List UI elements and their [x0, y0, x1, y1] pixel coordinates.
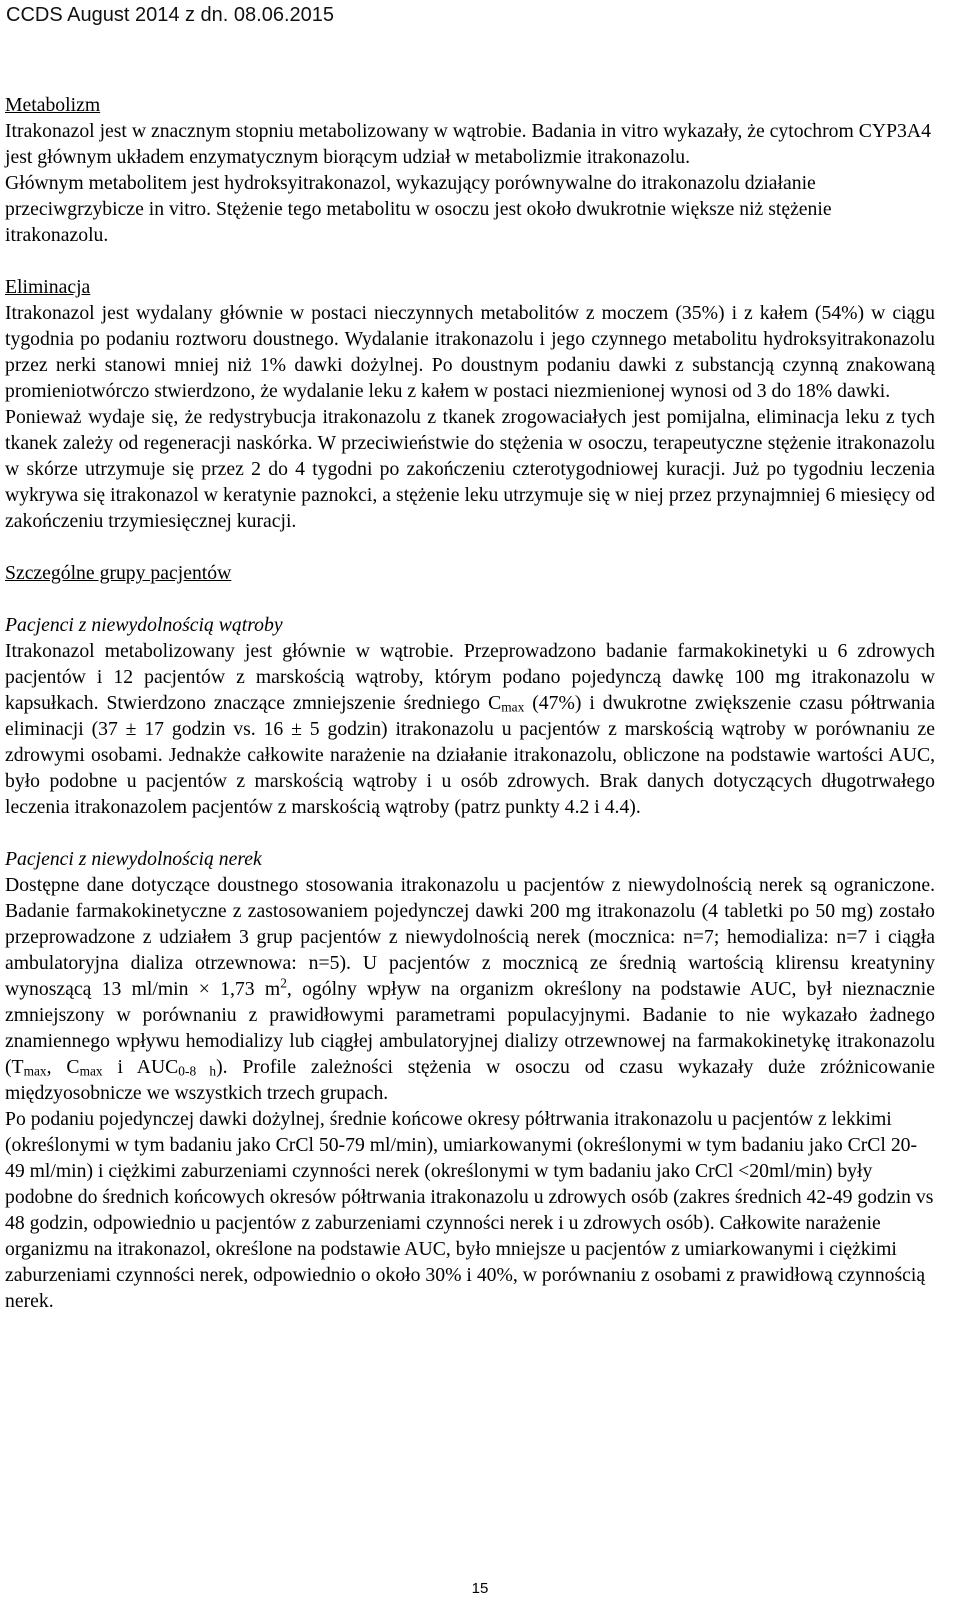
metabolizm-paragraph-2: Głównym metabolitem jest hydroksyitrakonazol, wykazujący porównywalne do itrakonazolu działanie przeciwgrzybicze in vitro. Stężenie tego metabolitu w osoczu jest około dwukrotnie większe niż stężenie itrakonazolu.: [5, 172, 832, 246]
watroba-text-2: (47%) i dwukrotne zwiększenie czasu półtrwania eliminacji (37 ± 17 godzin vs. 16 ± 5 godzin) itrakonazolu u pacjentów z marskością wątroby w porównaniu ze zdrowymi osobami. Jednakże całkowite narażenie na działanie itrakonazolu, obliczone na podstawie wartości AUC, było podobne u pacjentów z marskością wątroby i u osób zdrowych. Brak danych dotyczących długotrwałego leczenia itrakonazolem pacjentów z marskością wątroby (patrz punkty 4.2 i 4.4).: [5, 692, 935, 818]
page-number: 15: [471, 1580, 489, 1597]
heading-niewydolnosc-nerek: Pacjenci z niewydolnością nerek: [5, 848, 262, 870]
nerki-subscript-tmax: max: [23, 1063, 47, 1079]
heading-szczegolne-grupy: Szczególne grupy pacjentów: [5, 562, 232, 584]
section-niewydolnosc-watroby: [5, 612, 935, 820]
header-text: CCDS August 2014 z dn. 08.06.2015: [6, 4, 335, 26]
nerki-paragraph-2: Po podaniu pojedynczej dawki dożylnej, średnie końcowe okresy półtrwania itrakonazolu u pacjentów z lekkimi (określonymi w tym badaniu jako CrCl 50-79 ml/min), umiarkowanymi (określonymi w tym badaniu jako CrCl 20-49 ml/min) i ciężkimi zaburzeniami czynności nerek (określonymi w tym badaniu jako CrCl <20ml/min) były podobne do średnich końcowych okresów półtrwania itrakonazolu u zdrowych osób (zakres średnich 42-49 godzin vs 48 godzin, odpowiednio u pacjentów z zaburzeniami czynności nerek i u zdrowych osób). Całkowite narażenie organizmu na itrakonazol, określone na podstawie AUC, było mniejsze u pacjentów z umiarkowanymi i ciężkimi zaburzeniami czynności nerek, odpowiednio o około 30% i 40%, w porównaniu z osobami z prawidłową czynnością nerek.: [5, 1108, 934, 1312]
nerki-subscript-auc: 0-8 h: [178, 1063, 217, 1079]
eliminacja-paragraph-2: Ponieważ wydaje się, że redystrybucja itrakonazolu z tkanek zrogowaciałych jest pomijalna, eliminacja leku z tych tkanek zależy od regeneracji naskórka. W przeciwieństwie do stężenia w osoczu, terapeutyczne stężenie itrakonazolu w skórze utrzymuje się przez 2 do 4 tygodni po zakończeniu czterotygodniowej kuracji. Już po tygodniu leczenia wykrywa się itrakonazol w keratynie paznokci, a stężenie leku utrzymuje się w niej przez przynajmniej 6 miesięcy od zakończeniu trzymiesięcznej kuracji.: [5, 406, 935, 532]
nerki-superscript-2: 2: [280, 975, 287, 991]
document-header: [0, 0, 960, 40]
nerki-subscript-cmax: max: [79, 1063, 103, 1079]
document-body: [5, 92, 935, 1314]
heading-eliminacja: Eliminacja: [5, 276, 91, 298]
nerki-text-2: , ogólny wpływ na organizm określony na podstawie AUC, był nieznacznie zmniejszony w porównaniu z prawidłowymi parametrami populacyjnymi. Badanie to nie wykazało żadnego znamiennego wpływu hemodializy lub ciągłej ambulatoryjnej dializy otrzewnowej na farmakokinetykę itrakonazolu (T: [5, 978, 935, 1078]
section-eliminacja: [5, 274, 935, 534]
nerki-paragraph-1: [5, 872, 935, 1106]
metabolizm-paragraph-1: Itrakonazol jest w znacznym stopniu metabolizowany w wątrobie. Badania in vitro wykazały, że cytochrom CYP3A4 jest głównym układem enzymatycznym biorącym udział w metabolizmie itrakonazolu.: [5, 120, 931, 168]
eliminacja-paragraph-1: Itrakonazol jest wydalany głównie w postaci nieczynnych metabolitów z moczem (35%) i z kałem (54%) w ciągu tygodnia po podaniu roztworu doustnego. Wydalanie itrakonazolu i jego czynnego metabolitu hydroksyitrakonazolu przez nerki stanowi mniej niż 1% dawki dożylnej. Po doustnym podaniu dawki z substancją czynną znakowaną promieniotwórczo stwierdzono, że wydalanie leku z kałem w postaci niezmienionej wynosi od 3 do 18% dawki.: [5, 302, 935, 402]
section-niewydolnosc-nerek: [5, 846, 935, 1314]
heading-metabolizm: Metabolizm: [5, 94, 101, 116]
section-szczegolne-grupy: [5, 560, 935, 586]
watroba-subscript-max: max: [501, 699, 525, 715]
nerki-text-5: ). Profile zależności stężenia w osoczu od czasu wykazały duże zróżnicowanie międzyosobnicze we wszystkich trzech grupach.: [5, 1056, 935, 1104]
nerki-text-3: , C: [46, 1056, 80, 1078]
section-metabolizm: [5, 92, 935, 248]
heading-niewydolnosc-watroby: Pacjenci z niewydolnością wątroby: [5, 614, 283, 636]
nerki-text-4: i AUC: [102, 1056, 179, 1078]
nerki-text-1: Dostępne dane dotyczące doustnego stosowania itrakonazolu u pacjentów z niewydolnością nerek są ograniczone. Badanie farmakokinetyczne z zastosowaniem pojedynczej dawki 200 mg itrakonazolu (4 tabletki po 50 mg) zostało przeprowadzone z udziałem 3 grup pacjentów z niewydolnością nerek (mocznica: n=7; hemodializa: n=7 i ciągła ambulatoryjna dializa otrzewnowa: n=5). U pacjentów z mocznicą ze średnią wartością klirensu kreatyniny wynoszącą 13 ml/min × 1,73 m: [5, 874, 935, 1000]
watroba-text-1: Itrakonazol metabolizowany jest głównie w wątrobie. Przeprowadzono badanie farmakokinetyki u 6 zdrowych pacjentów i 12 pacjentów z marskością wątroby, którym podano pojedynczą dawkę 100 mg itrakonazolu w kapsułkach. Stwierdzono znaczące zmniejszenie średniego C: [5, 640, 935, 714]
watroba-paragraph: [5, 638, 935, 820]
